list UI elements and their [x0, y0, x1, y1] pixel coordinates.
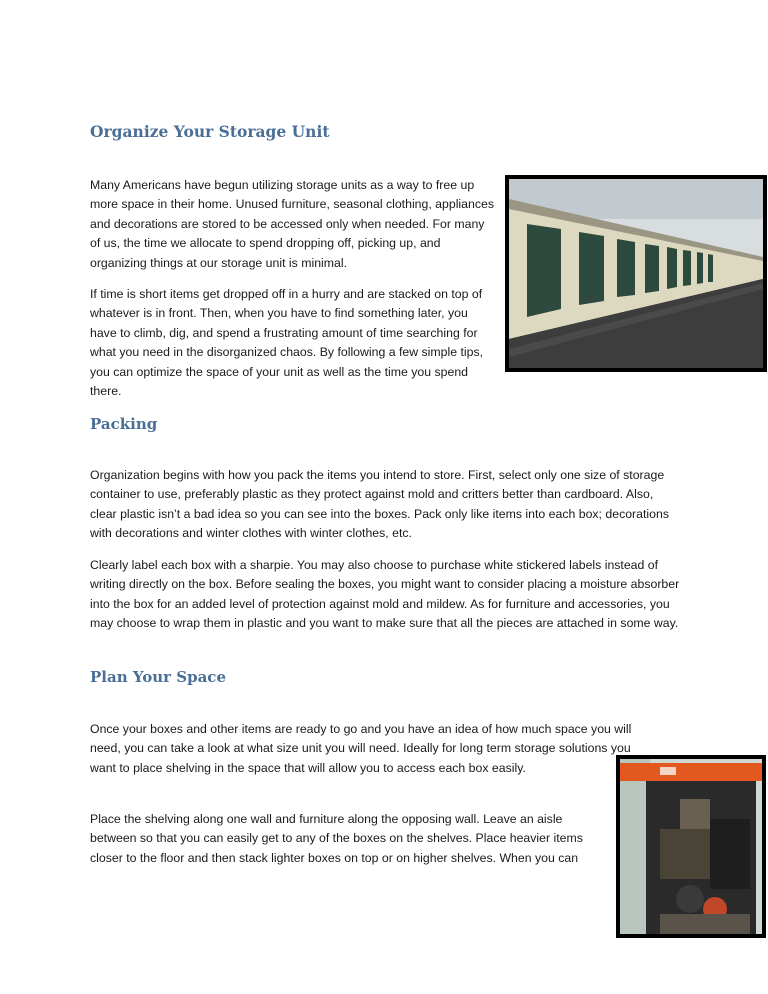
plan-paragraph-1: Once your boxes and other items are ready to go and you have an idea of how much space you will need, you can take a look at what size unit you will need. Ideally for long term storage solutions you want to place shelving in the space that will allow you to access each box easily.	[90, 722, 632, 775]
plan-paragraph-2: Place the shelving along one wall and furniture along the opposing wall. Leave an aisle between so that you can easily get to any of the boxes on the shelves. Place heavier items closer to the floor and then stack lighter boxes on top or on higher shelves. When you can	[90, 812, 583, 865]
page-title: Organize Your Storage Unit	[90, 122, 330, 141]
storage-interior-illustration	[620, 759, 762, 934]
packing-paragraph-1: Organization begins with how you pack the items you intend to store. First, select only one size of storage container to use, preferably plastic as they protect against mold and critters better than cardboard. Also, clear plastic isn’t a bad idea so you can see into the boxes. Pack only like items into each box; decorations with decorations and winter clothes with winter clothes, etc.	[90, 468, 669, 541]
storage-units-photo	[505, 175, 767, 372]
intro-paragraph-1: Many Americans have begun utilizing storage units as a way to free up more space in their home. Unused furniture, seasonal clothing, appliances and decorations are stored to be accessed only when needed. For many of us, the time we allocate to spend dropping off, picking up, and organizing things at our storage unit is minimal.	[90, 178, 494, 270]
packing-paragraph-2: Clearly label each box with a sharpie. You may also choose to purchase white stickered labels instead of writing directly on the box. Before sealing the boxes, you might want to consider placing a moisture absorber into the box for an added level of protection against mold and mildew. As for furniture and accessories, you may choose to wrap them in plastic and you want to make sure that all the pieces are attached in some way.	[90, 558, 680, 631]
packing-heading: Packing	[90, 415, 158, 433]
intro-paragraph-2: If time is short items get dropped off in a hurry and are stacked on top of whatever is in front. Then, when you have to find something later, you have to climb, dig, and spend a frustrating amount of time searching for what you need in the disorganized chaos. By following a few simple tips, you can optimize the space of your unit as well as the time you spend there.	[90, 287, 484, 399]
storage-unit-interior-photo	[616, 755, 766, 938]
storage-units-illustration	[509, 179, 763, 368]
plan-heading: Plan Your Space	[90, 668, 226, 686]
